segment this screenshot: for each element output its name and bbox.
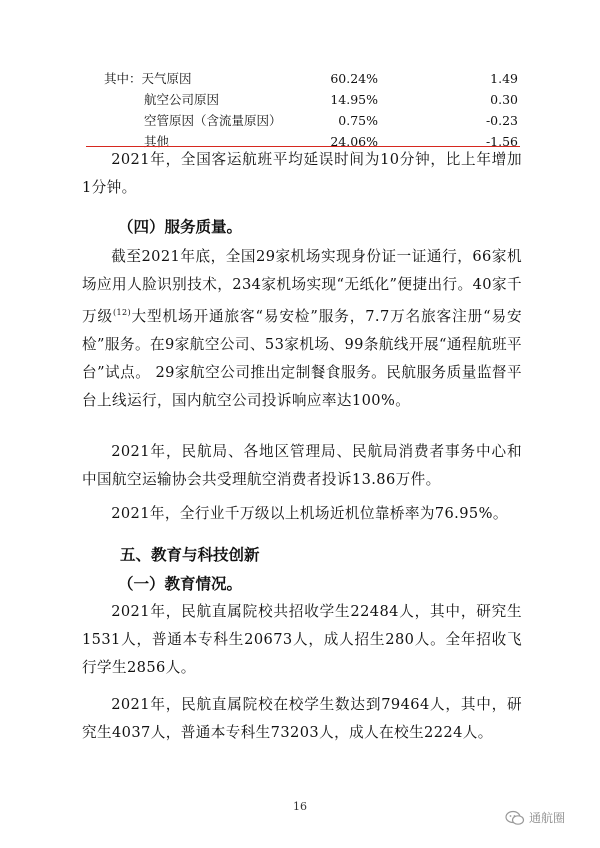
table-cell-pct: 14.95%: [330, 92, 378, 107]
table-cell-change: 0.30: [490, 92, 518, 107]
table-row: [104, 68, 524, 89]
table-cell-pct: 24.06%: [330, 134, 378, 149]
delay-cause-table: [104, 68, 524, 152]
heading-education: （一）教育情况。: [118, 575, 243, 593]
paragraph-text: 截至2021年底，全国29家机场实现身份证一证通行，66家机场应用人脸识别技术，234家机场实现“无纸化”便捷出行。40家千万级: [82, 248, 522, 325]
wechat-icon: [505, 810, 525, 826]
table-cell-label: 其他: [144, 134, 170, 149]
watermark: [505, 809, 565, 826]
page-number: 16: [293, 800, 307, 813]
table-row: [104, 110, 524, 131]
heading-section-five: 五、教育与科技创新: [120, 546, 260, 564]
paragraph-enrollment: 2021年，民航直属院校共招收学生22484人，其中，研究生1531人，普通本专科生20673人，成人招生280人。全年招收飞行学生2856人。: [82, 603, 522, 676]
table-cell-label: 航空公司原因: [144, 92, 220, 107]
table-cell-label: 空管原因（含流量原因）: [144, 113, 282, 128]
paragraph-text: 大型机场开通旅客“易安检”服务，7.7万名旅客注册“易安检”服务。在9家航空公司、53家机场、99条航线开展“通程航班平台”试点。 29家航空公司推出定制餐食服务。民航服务质量监督平台上线运行，国内航空公司投诉响应率达100%。: [82, 307, 522, 409]
paragraph-complaints: 2021年，民航局、各地区管理局、民航局消费者事务中心和中国航空运输协会共受理航空消费者投诉13.86万件。: [82, 443, 522, 488]
table-cell-change: 1.49: [490, 71, 518, 86]
heading-service-quality: （四）服务质量。: [118, 218, 243, 236]
table-cell-change: -1.56: [485, 134, 518, 149]
footnote-marker: (12): [113, 308, 132, 317]
paragraph-service-measures: [82, 243, 522, 415]
table-cell-pct: 0.75%: [338, 113, 378, 128]
table-cell-label: 其中：天气原因: [104, 71, 192, 86]
paragraph-bridge-rate: 2021年，全行业千万级以上机场近机位靠桥率为76.95%。: [111, 505, 508, 522]
table-cell-change: -0.23: [485, 113, 518, 128]
paragraph-students-in-school: 2021年，民航直属院校在校学生数达到79464人，其中，研究生4037人，普通本专科生73203人，成人在校生2224人。: [82, 696, 522, 741]
watermark-text: 通航圈: [529, 811, 566, 825]
table-cell-pct: 60.24%: [330, 71, 378, 86]
table-row: [104, 89, 524, 110]
paragraph-delay-time: 2021年，全国客运航班平均延误时间为10分钟，比上年增加1分钟。: [82, 151, 522, 196]
